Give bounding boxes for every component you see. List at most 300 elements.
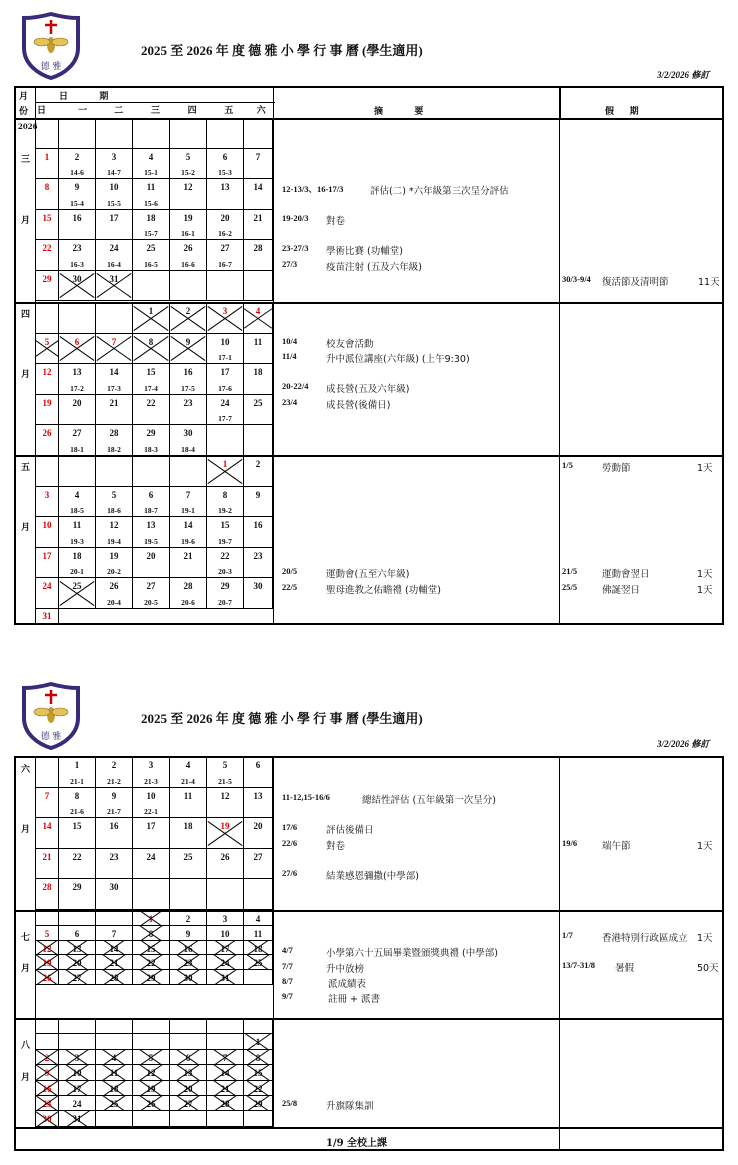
calendar-day — [96, 303, 133, 334]
day-number: 24 — [220, 958, 230, 969]
event-text: 結業感恩彌撒(中學部) — [326, 871, 419, 882]
event-date: 20-22/4 — [282, 381, 309, 391]
cycle-day: 16-7 — [218, 259, 232, 269]
cycle-day: 15-6 — [144, 198, 158, 208]
day-number: 9 — [111, 790, 117, 801]
calendar-day — [59, 818, 96, 849]
calendar-day — [170, 118, 207, 149]
school-logo-2 — [22, 682, 80, 750]
calendar-day — [133, 849, 170, 880]
event-text: 註冊 + 派書 — [328, 994, 380, 1005]
calendar-day — [96, 118, 133, 149]
calendar-day — [133, 1019, 170, 1034]
event-date: 10/4 — [282, 336, 298, 346]
calendar-day — [244, 456, 273, 487]
calendar-day — [36, 608, 59, 624]
calendar-day — [244, 334, 273, 365]
day-number: 18 — [183, 821, 193, 831]
calendar-day — [96, 955, 133, 970]
event-text: 疫苗注射 (五及六年級) — [326, 262, 422, 273]
day-number: 7 — [44, 790, 50, 801]
holiday-row — [562, 274, 720, 288]
day-number: 2 — [185, 306, 191, 316]
calendar-day — [133, 970, 170, 985]
cycle-day: 15-1 — [144, 168, 158, 177]
calendar-day — [59, 456, 96, 487]
day-number: 21 — [42, 851, 52, 862]
holiday-text: 勞動節 — [602, 463, 631, 474]
calendar-day — [96, 1034, 133, 1049]
calendar-day — [133, 955, 170, 970]
event-row — [282, 351, 470, 365]
day-number: 21 — [109, 958, 119, 969]
calendar-day — [207, 303, 244, 334]
cycle-day: 20-4 — [107, 597, 121, 607]
holiday-date: 1/5 — [562, 460, 573, 470]
event-row — [282, 582, 441, 596]
calendar-day — [170, 926, 207, 941]
cycle-day: 18-7 — [144, 506, 158, 515]
cycle-day: 17-7 — [218, 414, 232, 423]
calendar-day — [207, 818, 244, 849]
day-number: 22 — [72, 851, 82, 862]
day-number: 21 — [109, 397, 119, 408]
calendar-day — [207, 548, 244, 579]
calendar-day — [170, 548, 207, 579]
calendar-day — [244, 911, 273, 926]
calendar-day — [170, 578, 207, 609]
cycle-day: 22-1 — [144, 807, 158, 816]
event-date: 7/7 — [282, 961, 293, 971]
month-label-jun-2: 月 — [21, 825, 31, 835]
day-number: 17 — [220, 943, 230, 954]
month-label-mar: 三 — [21, 155, 31, 165]
day-number: 13 — [72, 943, 82, 954]
day-number: 10 — [72, 1068, 82, 1079]
cycle-day: 19-7 — [218, 536, 232, 546]
day-number: 10 — [109, 182, 119, 192]
cycle-day: 21-2 — [107, 776, 121, 786]
calendar-day — [59, 1019, 96, 1034]
calendar-day — [207, 334, 244, 365]
calendar-day — [170, 487, 207, 518]
day-number: 22 — [42, 243, 52, 253]
calendar-day — [133, 1111, 170, 1126]
cycle-day: 21-5 — [218, 776, 232, 786]
month-header-2: 份 — [19, 107, 29, 117]
day-number: 5 — [148, 1052, 154, 1063]
day-number: 14 — [109, 943, 119, 954]
calendar-day — [244, 210, 273, 241]
calendar-day — [170, 271, 207, 302]
cycle-day: 18-4 — [181, 444, 195, 454]
day-number: 5 — [185, 151, 191, 162]
day-number: 5 — [44, 336, 50, 347]
svg-text:德 雅: 德 雅 — [40, 62, 62, 72]
cycle-day: 19-4 — [107, 536, 121, 546]
day-number: 12 — [220, 790, 230, 801]
calendar-day — [59, 179, 96, 210]
calendar-day — [244, 1050, 273, 1065]
event-row — [282, 792, 496, 806]
day-number: 23 — [183, 397, 193, 408]
school-logo — [22, 12, 80, 80]
event-date: 27/6 — [282, 868, 298, 878]
calendar-day — [244, 849, 273, 880]
event-row — [282, 397, 391, 411]
day-number: 2 — [255, 459, 261, 469]
day-number: 17 — [220, 367, 230, 377]
day-number: 15 — [146, 943, 156, 954]
day-number: 8 — [148, 928, 154, 939]
calendar-day — [59, 911, 96, 926]
calendar-day — [133, 149, 170, 180]
cycle-day: 15-2 — [181, 168, 195, 177]
day-number: 4 — [111, 1052, 117, 1063]
calendar-day — [36, 395, 59, 426]
holiday-days: 1天 — [697, 569, 713, 580]
calendar-day — [207, 879, 244, 910]
holiday-text: 暑假 — [615, 963, 635, 974]
day-number: 6 — [222, 151, 228, 162]
svg-text:德 雅: 德 雅 — [40, 732, 62, 742]
day-number: 31 — [72, 1114, 82, 1125]
day-number: 20 — [146, 550, 156, 561]
calendar-day — [170, 955, 207, 970]
day-number: 10 — [220, 336, 230, 347]
calendar-day — [96, 210, 133, 241]
day-number: 10 — [220, 928, 230, 939]
calendar-day — [133, 210, 170, 241]
calendar-day — [59, 1050, 96, 1065]
calendar-day — [96, 548, 133, 579]
event-date: 11-12,15-16/6 — [282, 792, 330, 802]
calendar-day — [133, 487, 170, 518]
calendar-day — [59, 788, 96, 819]
day-number: 18 — [253, 367, 263, 377]
event-date: 20/5 — [282, 566, 298, 576]
day-number: 6 — [74, 928, 80, 939]
calendar-day — [207, 578, 244, 609]
day-number: 15 — [220, 520, 230, 530]
calendar-day — [244, 548, 273, 579]
event-row — [282, 838, 346, 852]
calendar-day — [170, 1081, 207, 1096]
calendar-day — [207, 425, 244, 456]
calendar-day — [244, 1019, 273, 1034]
day-number: 7 — [111, 336, 117, 347]
day-number: 14 — [42, 821, 52, 831]
day-number: 19 — [146, 1083, 156, 1094]
day-number: 22 — [220, 550, 230, 561]
day-number: 19 — [42, 958, 52, 969]
header-row — [15, 87, 723, 120]
day-number: 26 — [146, 1099, 156, 1109]
calendar-day — [207, 517, 244, 548]
calendar-day — [133, 179, 170, 210]
day-number: 12 — [146, 1068, 156, 1079]
day-number: 15 — [253, 1068, 263, 1079]
calendar-day — [36, 879, 59, 910]
calendar-day — [133, 1065, 170, 1080]
calendar-day — [36, 210, 59, 241]
holiday-header: 假 期 — [605, 107, 639, 117]
day-number: 12 — [183, 182, 193, 192]
calendar-day — [96, 487, 133, 518]
cycle-day: 18-2 — [107, 444, 121, 454]
event-text: 升旗隊集訓 — [326, 1101, 374, 1112]
page-title: 2025 至 2026 年 度 德 雅 小 學 行 事 曆 (學生適用) — [141, 43, 423, 58]
day-number: 10 — [42, 520, 52, 530]
calendar-day — [36, 757, 59, 788]
cycle-day: 20-2 — [107, 567, 121, 576]
day-number: 6 — [255, 760, 261, 770]
calendar-day — [36, 118, 59, 149]
holiday-date: 19/6 — [562, 838, 578, 848]
calendar-day — [96, 240, 133, 271]
day-number: 24 — [109, 243, 119, 253]
day-number: 28 — [42, 882, 52, 892]
event-text: 成長營(後備日) — [326, 400, 391, 411]
day-number: 27 — [72, 973, 82, 984]
day-number: 12 — [109, 520, 119, 530]
day-number: 21 — [253, 212, 263, 223]
day-number: 17 — [42, 550, 52, 561]
event-date: 22/5 — [282, 582, 298, 592]
day-number: 24 — [146, 851, 156, 862]
day-number: 8 — [222, 489, 228, 500]
day-number: 4 — [255, 914, 261, 924]
day-number: 28 — [109, 428, 119, 438]
calendar-day — [170, 334, 207, 365]
month-label-jul-2: 月 — [21, 964, 31, 974]
calendar-day — [36, 1096, 59, 1111]
calendar-day — [133, 941, 170, 956]
cycle-day: 17-4 — [144, 383, 158, 393]
calendar-day — [170, 818, 207, 849]
calendar-day — [170, 364, 207, 395]
calendar-day — [96, 456, 133, 487]
day-number: 2 — [185, 914, 191, 924]
holiday-text: 復活節及清明節 — [602, 277, 669, 288]
month-label-jul: 七 — [21, 933, 31, 943]
calendar-day — [36, 517, 59, 548]
calendar-day — [36, 240, 59, 271]
calendar-day — [207, 911, 244, 926]
event-row — [282, 991, 380, 1005]
calendar-day — [207, 970, 244, 985]
month-label-jun: 六 — [21, 765, 31, 775]
calendar-day — [244, 578, 273, 609]
day-number: 20 — [72, 958, 82, 969]
holiday-text: 佛誕翌日 — [602, 585, 641, 596]
calendar-day — [59, 487, 96, 518]
cycle-day: 21-3 — [144, 776, 158, 786]
calendar-day — [59, 303, 96, 334]
day-number: 16 — [183, 943, 193, 954]
day-number: 8 — [255, 1052, 261, 1063]
holiday-days: 1天 — [697, 463, 713, 474]
calendar-day — [59, 364, 96, 395]
day-number: 28 — [109, 973, 119, 984]
calendar-day — [59, 926, 96, 941]
day-number: 14 — [109, 367, 119, 377]
day-number: 4 — [185, 760, 191, 770]
cycle-day: 20-6 — [181, 597, 195, 607]
cycle-day: 15-7 — [144, 229, 158, 238]
day-number: 1 — [255, 1037, 261, 1048]
calendar-day — [96, 578, 133, 609]
day-number: 23 — [42, 1099, 52, 1109]
calendar-day — [244, 941, 273, 956]
calendar-day — [244, 926, 273, 941]
event-text: 對卷 — [326, 841, 346, 852]
day-number: 29 — [42, 273, 52, 284]
day-number: 23 — [253, 550, 263, 561]
day-number: 3 — [74, 1052, 80, 1063]
holiday-days: 1天 — [697, 933, 713, 944]
day-number: 20 — [72, 397, 82, 408]
day-number: 30 — [253, 581, 263, 591]
event-text: 升中派位講座(六年級) (上午9:30) — [326, 354, 470, 365]
calendar-day — [59, 149, 96, 180]
calendar-day — [244, 788, 273, 819]
cycle-day: 20-5 — [144, 597, 158, 607]
day-number: 29 — [146, 428, 156, 438]
calendar-day — [133, 240, 170, 271]
day-number: 15 — [146, 367, 156, 377]
day-number: 1 — [148, 306, 154, 316]
calendar-day — [207, 149, 244, 180]
cycle-day: 15-3 — [218, 168, 232, 177]
calendar-day — [170, 179, 207, 210]
calendar-day — [244, 240, 273, 271]
calendar-day — [96, 364, 133, 395]
calendar-day — [244, 1065, 273, 1080]
day-number: 7 — [185, 489, 191, 500]
calendar-day — [36, 149, 59, 180]
event-text: 升中放榜 — [326, 964, 365, 975]
day-number: 31 — [220, 973, 230, 984]
cycle-day: 15-5 — [107, 198, 121, 208]
event-text: 對卷 — [326, 216, 346, 227]
calendar-day — [170, 757, 207, 788]
calendar-day — [96, 911, 133, 926]
calendar-day — [207, 1096, 244, 1111]
day-number: 17 — [109, 212, 119, 223]
calendar-day — [207, 179, 244, 210]
calendar-day — [207, 456, 244, 487]
day-number: 13 — [253, 790, 263, 801]
calendar-day — [207, 926, 244, 941]
calendar-day — [133, 911, 170, 926]
day-number: 8 — [44, 182, 50, 192]
revision-date: 3/2/2026 修訂 — [657, 70, 710, 80]
calendar-day — [133, 303, 170, 334]
calendar-day — [244, 425, 273, 456]
calendar-day — [170, 849, 207, 880]
day-number: 4 — [74, 489, 80, 500]
calendar-day — [170, 425, 207, 456]
day-number: 11 — [183, 790, 193, 801]
day-number: 26 — [42, 973, 52, 984]
day-number: 20 — [183, 1083, 193, 1094]
calendar-day — [133, 879, 170, 910]
day-number: 21 — [183, 550, 193, 561]
calendar-day — [59, 548, 96, 579]
calendar-day — [133, 456, 170, 487]
event-row — [282, 259, 422, 273]
page-title-2: 2025 至 2026 年 度 德 雅 小 學 行 事 曆 (學生適用) — [141, 711, 423, 726]
day-number: 30 — [183, 428, 193, 438]
day-number: 2 — [74, 151, 80, 162]
event-row — [282, 976, 367, 990]
calendar-day — [207, 757, 244, 788]
calendar-day — [133, 334, 170, 365]
day-number: 6 — [185, 1052, 191, 1063]
calendar-day — [207, 1019, 244, 1034]
day-number: 6 — [148, 489, 154, 500]
cycle-day: 16-6 — [181, 259, 195, 269]
calendar-day — [96, 926, 133, 941]
calendar-day — [96, 1050, 133, 1065]
day-number: 19 — [183, 212, 193, 223]
calendar-day — [207, 1081, 244, 1096]
calendar-day — [59, 1065, 96, 1080]
calendar-day — [170, 395, 207, 426]
calendar-day — [244, 364, 273, 395]
day-number: 11 — [146, 182, 156, 192]
event-date: 23-27/3 — [282, 243, 309, 253]
calendar-day — [36, 788, 59, 819]
calendar-day — [170, 879, 207, 910]
calendar-day — [244, 879, 273, 910]
day-number: 23 — [72, 243, 82, 253]
day-number: 5 — [111, 489, 117, 500]
day-number: 19 — [109, 550, 119, 561]
event-row — [282, 243, 403, 257]
calendar-day — [36, 818, 59, 849]
calendar-day — [207, 1065, 244, 1080]
day-number: 18 — [253, 943, 263, 954]
event-date: 11/4 — [282, 351, 297, 361]
calendar-day — [59, 849, 96, 880]
day-number: 24 — [42, 581, 52, 591]
calendar-day — [244, 955, 273, 970]
calendar-day — [207, 364, 244, 395]
calendar-day — [133, 1034, 170, 1049]
calendar-day — [207, 788, 244, 819]
calendar-day — [36, 911, 59, 926]
day-number: 16 — [253, 520, 263, 530]
day-number: 7 — [111, 928, 117, 939]
cycle-day: 17-1 — [218, 353, 232, 362]
day-number: 8 — [148, 336, 154, 347]
event-text: 評估後備日 — [326, 825, 374, 836]
day-number: 9 — [255, 489, 261, 500]
event-row — [282, 336, 374, 350]
calendar-day — [96, 271, 133, 302]
calendar-day — [36, 1065, 59, 1080]
calendar-day — [96, 1111, 133, 1126]
cycle-day: 16-5 — [144, 259, 158, 269]
date-header: 日 期 — [59, 92, 109, 102]
day-number: 17 — [72, 1083, 82, 1094]
calendar-day — [59, 970, 96, 985]
day-number: 25 — [146, 243, 156, 253]
cycle-day: 14-6 — [70, 168, 84, 177]
holiday-row — [562, 582, 713, 596]
